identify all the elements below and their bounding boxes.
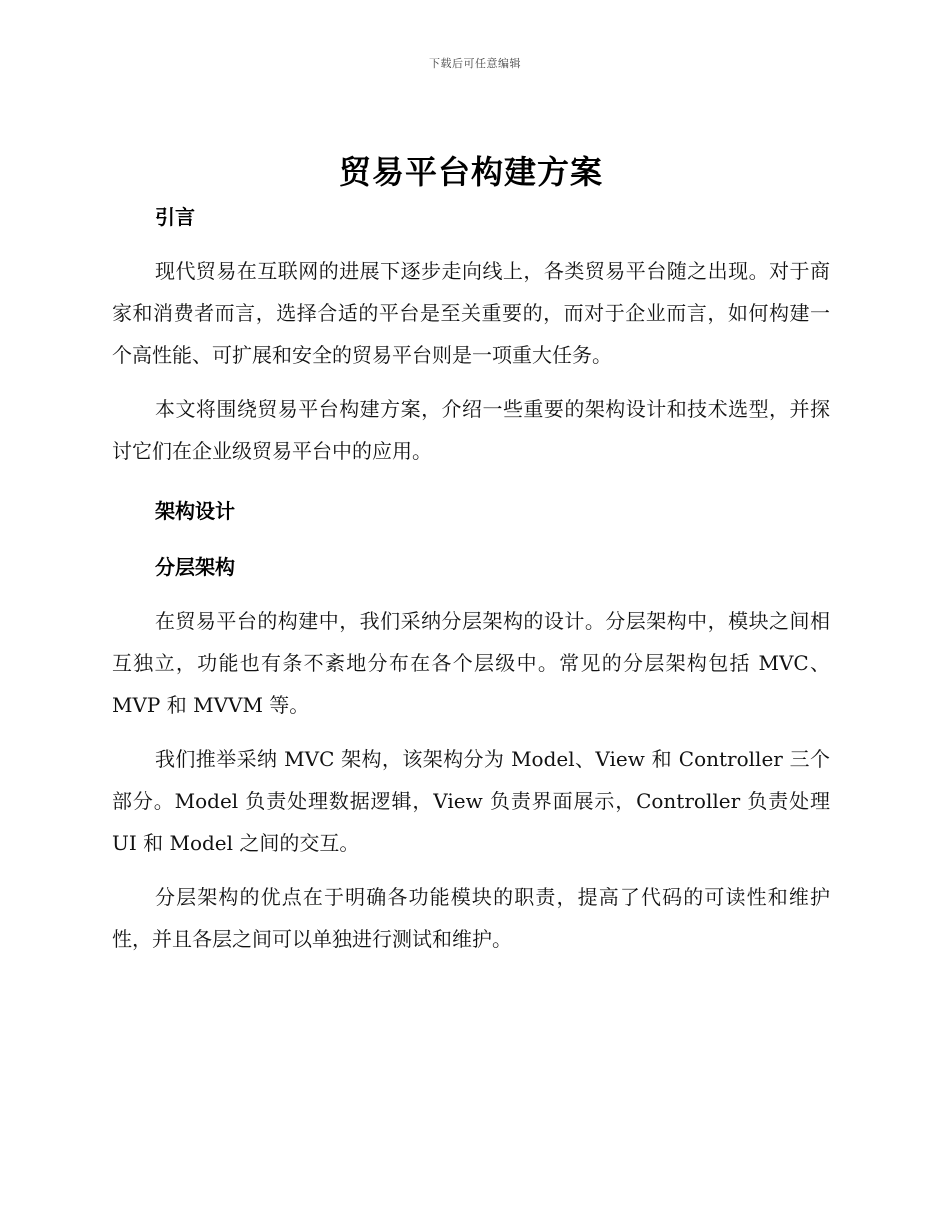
paragraph-layered-3: 分层架构的优点在于明确各功能模块的职责，提高了代码的可读性和维护性，并且各层之间可以单独进行测试和维护。 — [112, 885, 830, 951]
section-heading-introduction: 引言 — [155, 205, 195, 229]
paragraph-introduction-2: 本文将围绕贸易平台构建方案，介绍一些重要的架构设计和技术选型，并探讨它们在企业级贸易平台中的应用。 — [112, 397, 830, 463]
header-note: 下载后可任意编辑 — [429, 57, 521, 70]
paragraph-introduction-1: 现代贸易在互联网的进展下逐步走向线上，各类贸易平台随之出现。对于商家和消费者而言，选择合适的平台是至关重要的，而对于企业而言，如何构建一个高性能、可扩展和安全的贸易平台则是一项重大任务。 — [112, 259, 830, 367]
paragraph-layered-1: 在贸易平台的构建中，我们采纳分层架构的设计。分层架构中，模块之间相互独立，功能也有条不紊地分布在各个层级中。常见的分层架构包括 MVC、MVP 和 MVVM 等。 — [112, 609, 830, 717]
paragraph-layered-2: 我们推举采纳 MVC 架构，该架构分为 Model、View 和 Controller 三个部分。Model 负责处理数据逻辑，View 负责界面展示，Controller 负责处理 UI 和 Model 之间的交互。 — [112, 747, 830, 855]
section-heading-layered-architecture: 分层架构 — [155, 555, 235, 579]
section-heading-architecture-design: 架构设计 — [155, 499, 235, 523]
document-body — [112, 150, 830, 960]
document-title: 贸易平台构建方案 — [338, 153, 603, 191]
